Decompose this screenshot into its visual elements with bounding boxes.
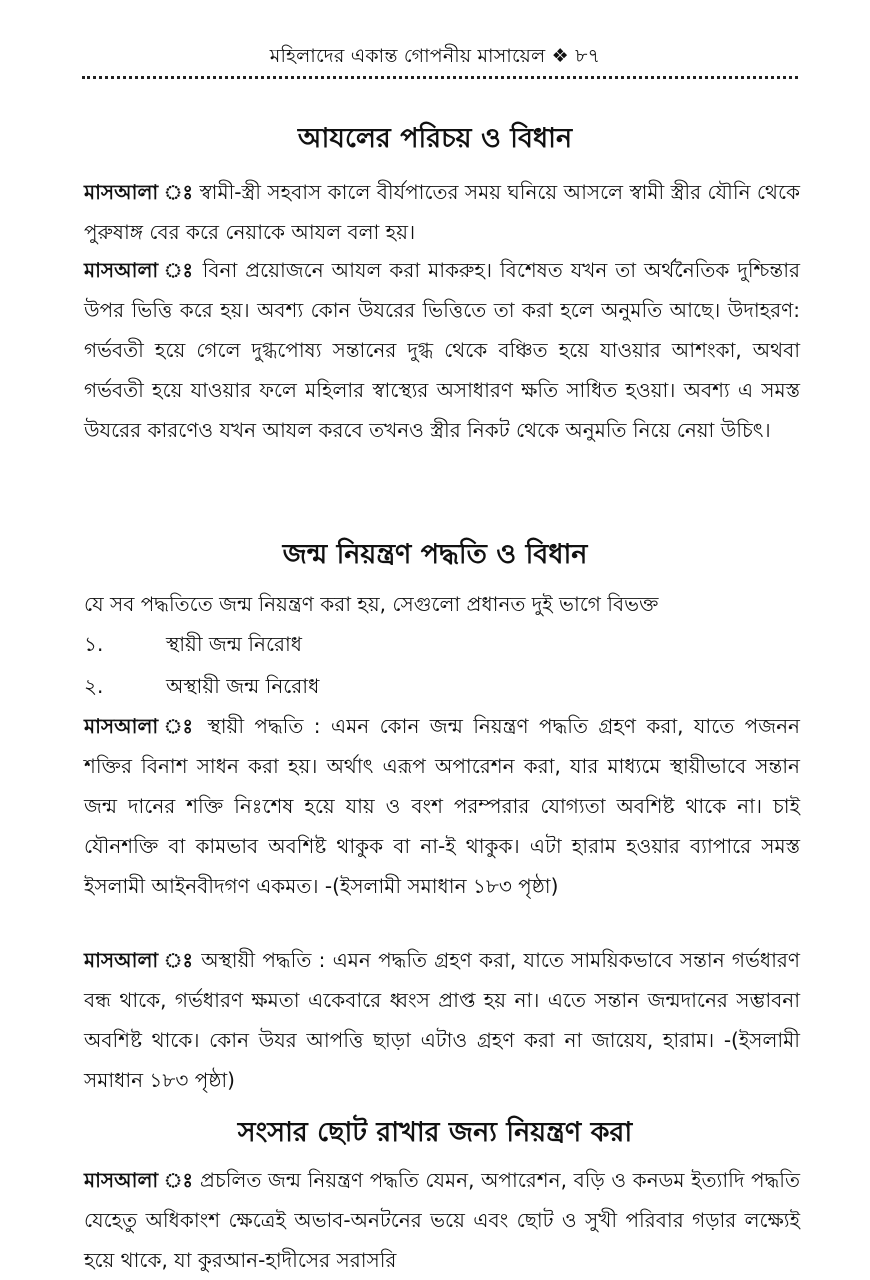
masala-paragraph-4 — [84, 940, 800, 1100]
masala-label: মাসআলা ঃ — [84, 948, 194, 972]
masala-text: অস্থায়ী পদ্ধতি : এমন পদ্ধতি গ্রহণ করা, যাতে সাময়িকভাবে সন্তান গর্ভধারণ বন্ধ থাকে, গর্ভধারণ ক্ষমতা একেবারে ধ্বংস প্রাপ্ত হয় না। এতে সন্তান জন্মদানের সম্ভাবনা অবশিষ্ট থাকে। কোন উযর আপত্তি ছাড়া এটাও গ্রহণ করা না জায়েয, হারাম। -(ইসলামী সমাধান ১৮৩ পৃষ্ঠা) — [84, 948, 801, 1092]
list-number: ২. — [84, 674, 104, 698]
masala-paragraph-5 — [84, 1160, 800, 1280]
masala-text: স্বামী-স্ত্রী সহবাস কালে বীর্যপাতের সময় ঘনিয়ে আসলে স্বামী স্ত্রীর যৌনি থেকে পুরুষাঙ্গ বের করে নেয়াকে আযল বলা হয়। — [84, 180, 800, 244]
masala-paragraph-3 — [84, 706, 800, 906]
masala-text: বিনা প্রয়োজনে আযল করা মাকরুহ। বিশেষত যখন তা অর্থনৈতিক দুশ্চিন্তার উপর ভিত্তি করে হয়। অবশ্য কোন উযরের ভিত্তিতে তা করা হলে অনুমতি আছে। উদাহরণ: গর্ভবতী হয়ে গেলে দুগ্ধপোষ্য সন্তানের দুগ্ধ থেকে বঞ্চিত হয়ে যাওয়ার আশংকা, অথবা গর্ভবতী হয়ে যাওয়ার ফলে মহিলার স্বাস্থ্যের অসাধারণ ক্ষতি সাধিত হওয়া। অবশ্য এ সমস্ত উযরের কারণেও যখন আযল করবে তখনও স্ত্রীর নিকট থেকে অনুমতি নিয়ে নেয়া উচিৎ। — [84, 258, 801, 442]
masala-paragraph-1 — [84, 172, 800, 252]
masala-text: স্থায়ী পদ্ধতি : এমন কোন জন্ম নিয়ন্ত্রণ পদ্ধতি গ্রহণ করা, যাতে পজনন শক্তির বিনাশ সাধন করা হয়। অর্থাৎ এরূপ অপারেশন করা, যার মাধ্যমে স্থায়ীভাবে সন্তান জন্ম দানের শক্তি নিঃশেষ হয়ে যায় ও বংশ পরম্পরার যোগ্যতা অবশিষ্ট থাকে না। চাই যৌনশক্তি বা কামভাব অবশিষ্ট থাকুক বা না-ই থাকুক। এটা হারাম হওয়ার ব্যাপারে সমস্ত ইসলামী আইনবীদগণ একমত। -(ইসলামী সমাধান ১৮৩ পৃষ্ঠা) — [84, 714, 800, 898]
masala-paragraph-2 — [84, 250, 800, 450]
header-dotted-rule — [82, 76, 798, 79]
list-text: অস্থায়ী জন্ম নিরোধ — [166, 674, 320, 698]
masala-label: মাসআলা ঃ — [84, 714, 198, 738]
masala-label: মাসআলা ঃ — [84, 258, 195, 282]
section-heading-small-family: সংসার ছোট রাখার জন্য নিয়ন্ত্রণ করা — [237, 1117, 633, 1148]
list-item — [84, 624, 800, 664]
section-heading-azl: আযলের পরিচয় ও বিধান — [297, 123, 573, 154]
masala-text: প্রচলিত জন্ম নিয়ন্ত্রণ পদ্ধতি যেমন, অপারেশন, বড়ি ও কনডম ইত্যাদি পদ্ধতি যেহেতু অধিকাংশ ক্ষেত্রেই অভাব-অনটনের ভয়ে এবং ছোট ও সুখী পরিবার গড়ার লক্ষ্যেই হয়ে থাকে, যা কুরআন-হাদীসের সরাসরি — [84, 1168, 800, 1272]
masala-label: মাসআলা ঃ — [84, 1168, 194, 1192]
list-text: স্থায়ী জন্ম নিরোধ — [166, 632, 302, 656]
book-page — [70, 0, 800, 1273]
list-number: ১. — [84, 632, 104, 656]
intro-line: যে সব পদ্ধতিতে জন্ম নিয়ন্ত্রণ করা হয়, সেগুলো প্রধানত দুই ভাগে বিভক্ত — [84, 592, 659, 616]
running-header: মহিলাদের একান্ত গোপনীয় মাসায়েল ❖ ৮৭ — [269, 45, 601, 67]
masala-label: মাসআলা ঃ — [84, 180, 194, 204]
section-heading-birth-control: জন্ম নিয়ন্ত্রণ পদ্ধতি ও বিধান — [282, 539, 588, 570]
list-item — [84, 666, 800, 706]
